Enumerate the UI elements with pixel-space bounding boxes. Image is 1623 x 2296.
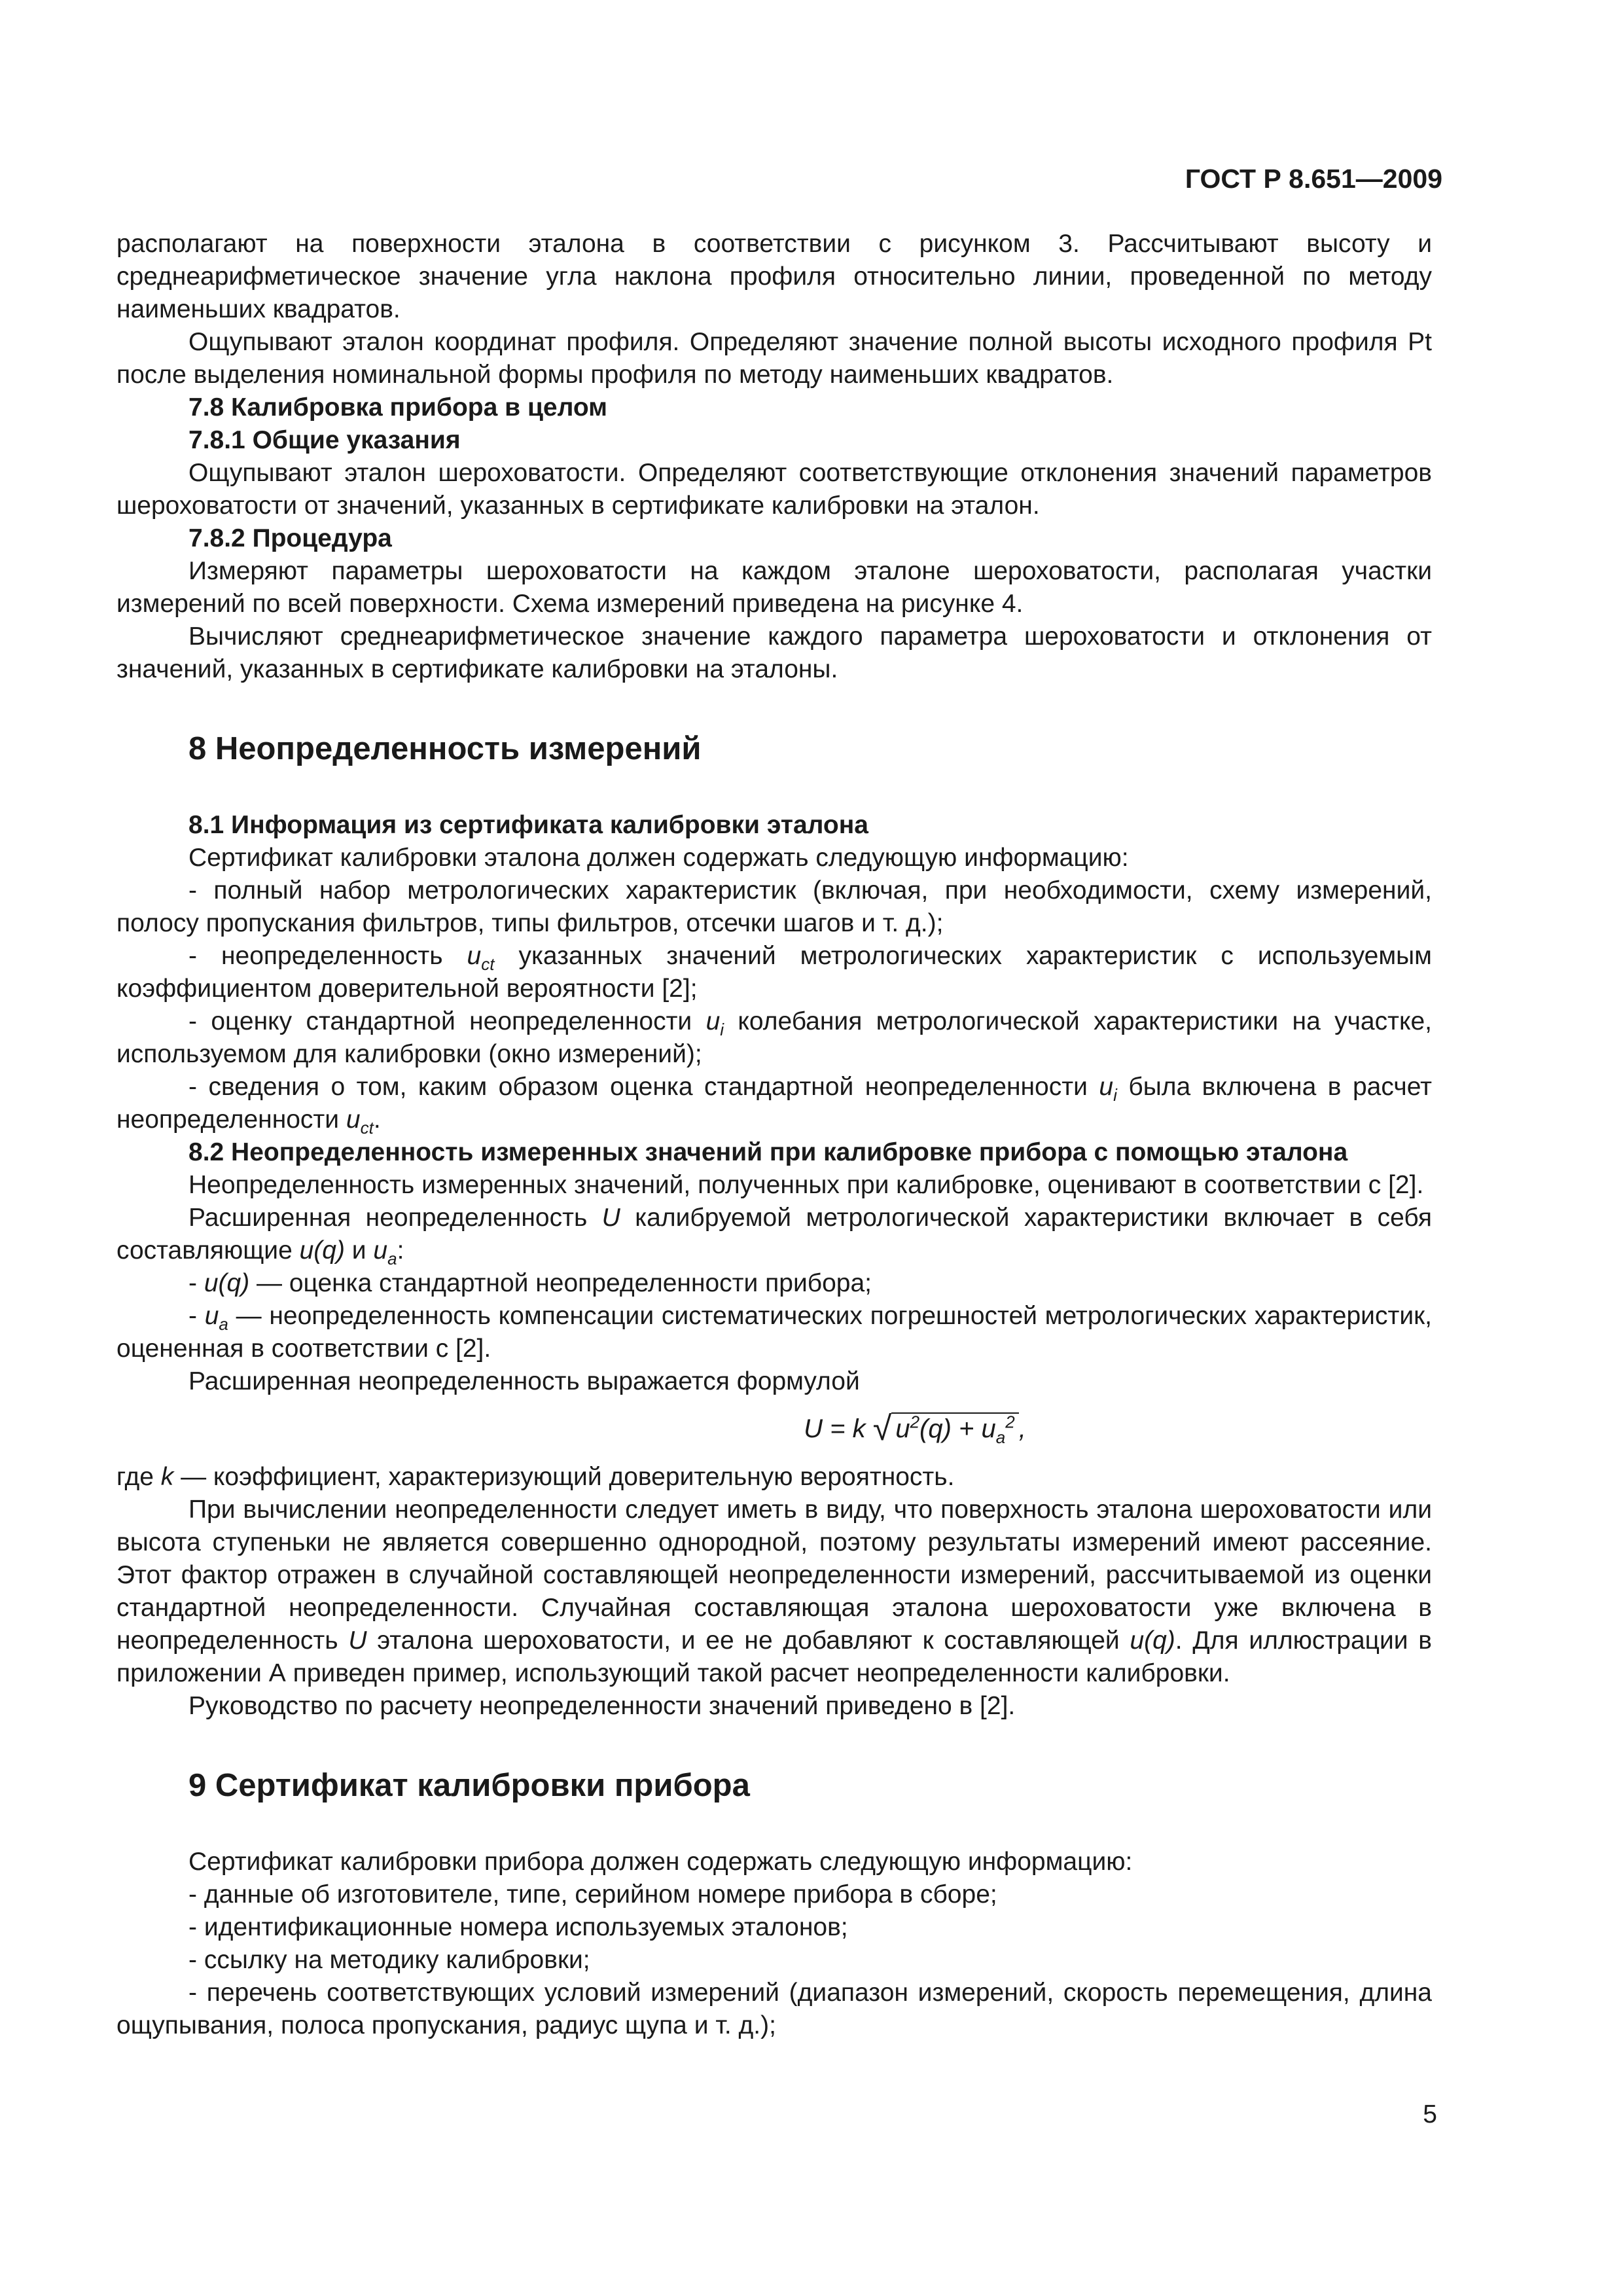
subsection-title: 7.8.2 Процедура (188, 524, 392, 552)
paragraph: Руководство по расчету неопределенности значений приведено в [2]. (188, 1692, 1016, 1720)
list-item: - оценку стандартной неопределенности $u_i$ колебания метрологической характеристики на участке, используемом для калибровки (окно измерений); (116, 1007, 1432, 1068)
paragraph: Ощупывают эталон шероховатости. Определяют соответствующие отклонения значений параметров шероховатости от значений, указанных в сертификате калибровки на эталон. (116, 459, 1432, 520)
paragraph: Расширенная неопределенность выражается формулой (188, 1367, 860, 1395)
list-item: - идентификационные номера используемых эталонов; (188, 1913, 848, 1941)
section-heading: 9 Сертификат калибровки прибора (188, 1768, 750, 1803)
section-heading: 8 Неопределенность измерений (188, 731, 702, 766)
list-item: - неопределенность $u_{ct}$ указанных значений метрологических характеристик с используемым коэффициентом доверительной вероятности [2]; (116, 942, 1432, 1003)
list-item: - перечень соответствующих условий измерений (диапазон измерений, скорость перемещения, длина ощупывания, полоса пропускания, радиус щупа и т. д.); (116, 1979, 1432, 2039)
list-item: - полный набор метрологических характеристик (включая, при необходимости, схему измерений, полосу пропускания фильтров, типы фильтров, отсечки шагов и т. д.); (116, 876, 1432, 937)
subsection-title: 7.8 Калибровка прибора в целом (188, 393, 608, 422)
page-number: 5 (1423, 2100, 1437, 2128)
subsection-title: 8.2 Неопределенность измеренных значений при калибровке прибора с помощью эталона (188, 1138, 1348, 1166)
subsection-title: 7.8.1 Общие указания (188, 426, 461, 454)
paragraph: Неопределенность измеренных значений, полученных при калибровке, оценивают в соответствии с [2]. (188, 1171, 1424, 1199)
subsection-title: 8.1 Информация из сертификата калибровки эталона (188, 811, 868, 839)
list-item: - ссылку на методику калибровки; (188, 1946, 590, 1974)
list-item: - данные об изготовителе, типе, серийном номере прибора в сборе; (188, 1880, 997, 1909)
list-item: - $u_a$ — неопределенность компенсации систематических погрешностей метрологических характеристик, оцененная в соответствии с [2]. (116, 1302, 1432, 1363)
paragraph: Ощупывают эталон координат профиля. Определяют значение полной высоты исходного профиля Pt после выделения номинальной формы профиля по методу наименьших квадратов. (116, 328, 1432, 389)
list-item: - сведения о том, каким образом оценка стандартной неопределенности $u_i$ была включена в расчет неопределенности $u_{ct}$. (116, 1073, 1432, 1138)
paragraph: Расширенная неопределенность U калибруемой метрологической характеристики включает в себя составляющие u(q) и $u_a$: (116, 1204, 1432, 1268)
list-item: - u(q) — оценка стандартной неопределенности прибора; (188, 1269, 872, 1297)
document-header: ГОСТ Р 8.651—2009 (1185, 164, 1442, 194)
formula: U = k √ $u^2(q) + u_a^2$ , (804, 1410, 1026, 1448)
paragraph: Измеряют параметры шероховатости на каждом эталоне шероховатости, располагая участки измерений по всей поверхности. Схема измерений приведена на рисунке 4. (116, 557, 1432, 618)
document-body (116, 228, 1432, 2042)
paragraph: Сертификат калибровки прибора должен содержать следующую информацию: (188, 1848, 1133, 1876)
paragraph: располагают на поверхности эталона в соответствии с рисунком 3. Рассчитывают высоту и среднеарифметическое значение угла наклона профиля относительно линии, проведенной по методу наименьших квадратов. (116, 230, 1432, 323)
paragraph: где k — коэффициент, характеризующий доверительную вероятность. (116, 1463, 955, 1491)
paragraph: При вычислении неопределенности следует иметь в виду, что поверхность эталона шероховатости или высота ступеньки не является совершенно однородной, поэтому результаты измерений имеют рассеяние. Этот фактор отражен в случайной составляющей неопределенности измерений, рассчитываемой из оценки стандартной неопределенности. Случайная составляющая эталона шероховатости уже включена в неопределенность U эталона шероховатости, и ее не добавляют к составляющей u(q). Для иллюстрации в приложении А приведен пример, использующий такой расчет неопределенности калибровки. (116, 1496, 1432, 1687)
paragraph: Вычисляют среднеарифметическое значение каждого параметра шероховатости и отклонения от значений, указанных в сертификате калибровки на эталоны. (116, 622, 1432, 683)
paragraph: Сертификат калибровки эталона должен содержать следующую информацию: (188, 844, 1129, 872)
